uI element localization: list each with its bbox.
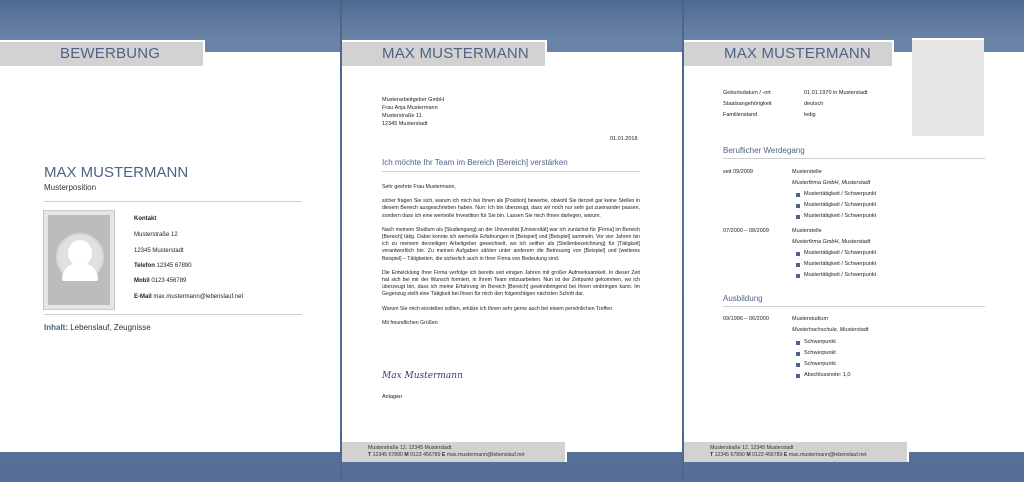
letter-date: 01.01.2018 <box>610 136 638 142</box>
divider <box>382 171 640 172</box>
education-date: 09/1996 – 06/2000 <box>723 316 769 322</box>
recipient-address: Musterarbeitgeber GmbH Frau Anja Mustermann Musterstraße 11 12345 Musterstadt <box>382 97 445 127</box>
career-date: 07/2000 – 08/2009 <box>723 228 769 234</box>
cv-footer: Musterstraße 12, 12345 Musterstadt T 12345 67890 M 0123 456789 E max.mustermann@lebenslauf.net <box>684 440 909 462</box>
education-item: Schwerpunkt <box>804 339 836 345</box>
letter-subject: Ich möchte Ihr Team im Bereich [Bereich] verstärken <box>382 158 568 167</box>
contact-street: Musterstraße 12 <box>134 232 178 238</box>
contact-phone: Telefon 12345 67890 <box>134 263 192 269</box>
paragraph: Warum Sie mich einstellen sollten, erkläre ich Ihnen sehr gerne auch bei einem persönlichen Treffen. <box>382 305 614 312</box>
career-item: Mustertätigkeit / Schwerpunkt <box>804 272 877 278</box>
contact-heading: Kontakt <box>134 216 157 222</box>
cv-page <box>684 0 1024 482</box>
divider <box>44 201 302 202</box>
education-org: Musterhochschule, Musterstadt <box>792 327 869 333</box>
career-title: Musterstelle <box>792 169 822 175</box>
career-title: Musterstelle <box>792 228 822 234</box>
career-item: Mustertätigkeit / Schwerpunkt <box>804 250 877 256</box>
letter-tab-title: MAX MUSTERMANN <box>342 40 547 66</box>
divider <box>723 158 985 159</box>
closing: Mit freundlichen Grüßen <box>382 319 438 326</box>
cover-page <box>0 0 340 482</box>
career-heading: Beruflicher Werdegang <box>723 146 805 155</box>
letter-footer: Musterstraße 12, 12345 Musterstadt T 12345 67890 M 0123 456789 E max.mustermann@lebenslauf.net <box>342 440 567 462</box>
letter-body <box>382 184 640 334</box>
contents-line: Inhalt: Lebenslauf, Zeugnisse <box>44 323 151 332</box>
divider <box>723 306 985 307</box>
applicant-position: Musterposition <box>44 183 97 192</box>
career-org: Musterfirma GmbH, Musterstadt <box>792 180 871 186</box>
personal-key: Familienstand <box>723 112 758 118</box>
personal-key: Geburtsdatum / -ort <box>723 90 771 96</box>
paragraph: Nach meinem Studium als [Studiengang] an der Universität [Universität] war ich zunächst für [Firma] im Bereich [Bereich] tätig. Dabei konnte ich wertvolle Erfahrungen in [Beispiel] und [Beispiel] sammeln. Vor vier Jahren bin ich zu meinem derzeitigen Arbeitgeber gewechselt, wo ich seither als [Stellenbezeichnung] für [Tätigkeit] verantwortlich bin. Zu meinen Aufgaben zählen unter anderem die Betreuung von [Beispiel] und [weiteres Beispiel] – Tätigkeiten, die sicherlich auch in Ihrer Firma von Bedeutung sind. <box>382 226 640 262</box>
personal-value: ledig <box>804 112 816 118</box>
contact-mobile: Mobil 0123 456789 <box>134 278 187 284</box>
career-item: Mustertätigkeit / Schwerpunkt <box>804 261 877 267</box>
career-item: Mustertätigkeit / Schwerpunkt <box>804 213 877 219</box>
career-org: Musterfirma GmbH, Musterstadt <box>792 239 871 245</box>
applicant-name: MAX MUSTERMANN <box>44 164 189 181</box>
attachments-label: Anlagen <box>382 394 403 400</box>
cv-photo-placeholder <box>912 38 984 136</box>
divider <box>44 314 302 315</box>
career-date: seit 09/2009 <box>723 169 753 175</box>
career-item: Mustertätigkeit / Schwerpunkt <box>804 202 877 208</box>
education-title: Musterstudium <box>792 316 829 322</box>
signature: Max Mustermann <box>382 371 463 381</box>
education-item: Schwerpunkt <box>804 361 836 367</box>
photo-placeholder <box>43 210 115 310</box>
paragraph: sicher fragen Sie sich, warum ich mich bei Ihnen als [Position] bewerbe, obwohl Sie derzeit gar keine Stellen in diesem Bereich ausgeschrieben haben. Nun: Ich bin überzeugt, dass wir noch nur sehr gut zueinander passen, sondern dass ich eine wertvolle Investition für Sie bin. Lassen Sie mich Ihnen darlegen, warum. <box>382 198 640 219</box>
paragraph: Die Entwicklung Ihrer Firma verfolge ich bereits seit einigen Jahren mit großer Aufmerksamkeit. In dieser Zeit hat sich bei mir der Wunsch formiert, in Ihrem Team mitzuarbeiten. Nun ist der Zeitpunkt gekommen, wo ich überzeugt bin, dass ich meine Erfahrung im Bereich [Bereich] gewinnbringend bei Ihnen einbringen kann. Im Gegenzug stellt eine Tätigkeit bei Ihnen für mich den folgerichtigen nächsten Schritt dar. <box>382 269 640 298</box>
contact-email: E-Mail max.mustermann@lebenslauf.net <box>134 294 244 300</box>
education-item: Schwerpunkt <box>804 350 836 356</box>
cover-letter-page <box>342 0 682 482</box>
education-item: Abschlussnote: 1,0 <box>804 372 851 378</box>
salutation: Sehr geehrte Frau Mustermann, <box>382 184 456 190</box>
personal-value: 01.01.1970 in Musterstadt <box>804 90 868 96</box>
contact-city: 12345 Musterstadt <box>134 248 184 254</box>
personal-value: deutsch <box>804 101 824 107</box>
personal-key: Staatsangehörigkeit <box>723 101 772 107</box>
career-item: Mustertätigkeit / Schwerpunkt <box>804 191 877 197</box>
education-heading: Ausbildung <box>723 294 763 303</box>
cv-tab-title: MAX MUSTERMANN <box>684 40 894 66</box>
cover-tab-title: BEWERBUNG <box>0 40 205 66</box>
